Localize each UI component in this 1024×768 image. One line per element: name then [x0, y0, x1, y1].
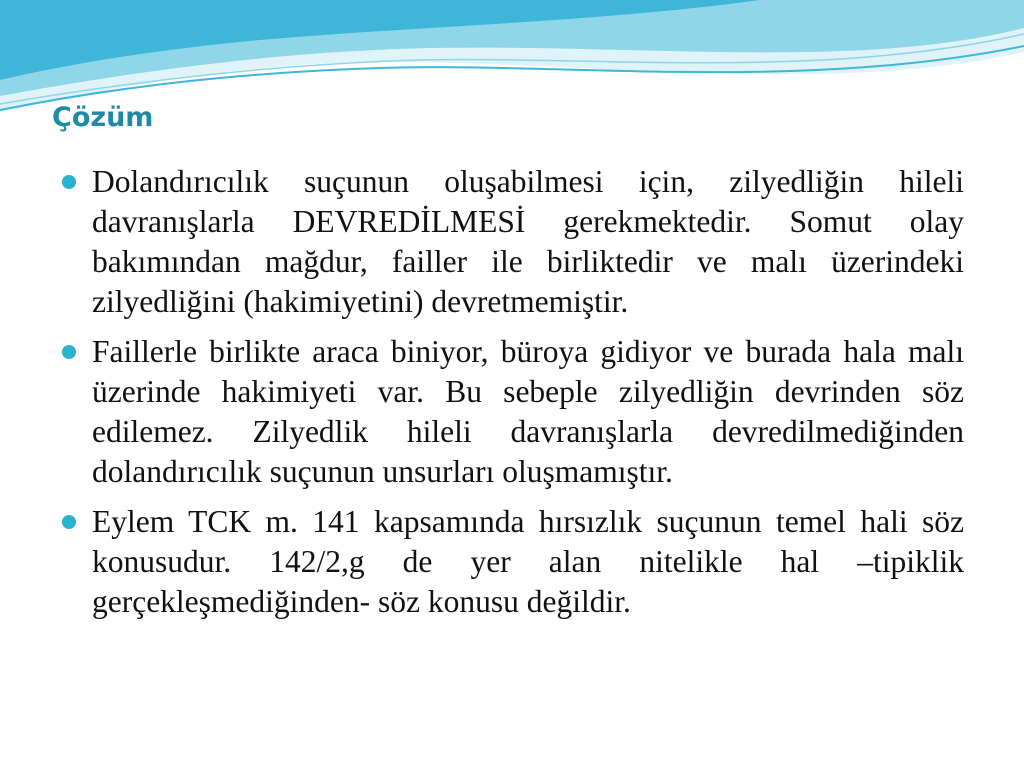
bullet-item-3 [62, 502, 964, 622]
slide-title: Çözüm [52, 102, 154, 133]
bullet-dot-icon [62, 515, 76, 529]
bullet-text-2: Faillerle birlikte araca biniyor, büroya gidiyor ve burada hala malı üzerinde hakimiyeti var. Bu sebeple zilyedliğin devrinden söz edilemez. Zilyedlik hileli davranışlarla devredilmediğinden dolandırıcılık suçunun unsurları oluşmamıştır. [92, 334, 964, 489]
bullet-dot-icon [62, 345, 76, 359]
bullet-dot-icon [62, 175, 76, 189]
bullet-text-3: Eylem TCK m. 141 kapsamında hırsızlık suçunun temel hali söz konusudur. 142/2,g de yer alan nitelikle hal –tipiklik gerçekleşmediğinden- söz konusu değildir. [92, 504, 964, 619]
header-wave-decoration [0, 0, 1024, 130]
bullet-text-1: Dolandırıcılık suçunun oluşabilmesi için, zilyedliğin hileli davranışlarla DEVREDİLMESİ gerekmektedir. Somut olay bakımından mağdur, failler ile birliktedir ve malı üzerindeki zilyedliğini (hakimiyetini) devretmemiştir. [92, 164, 964, 319]
bullet-list [62, 162, 964, 632]
bullet-item-1 [62, 162, 964, 322]
bullet-item-2 [62, 332, 964, 492]
